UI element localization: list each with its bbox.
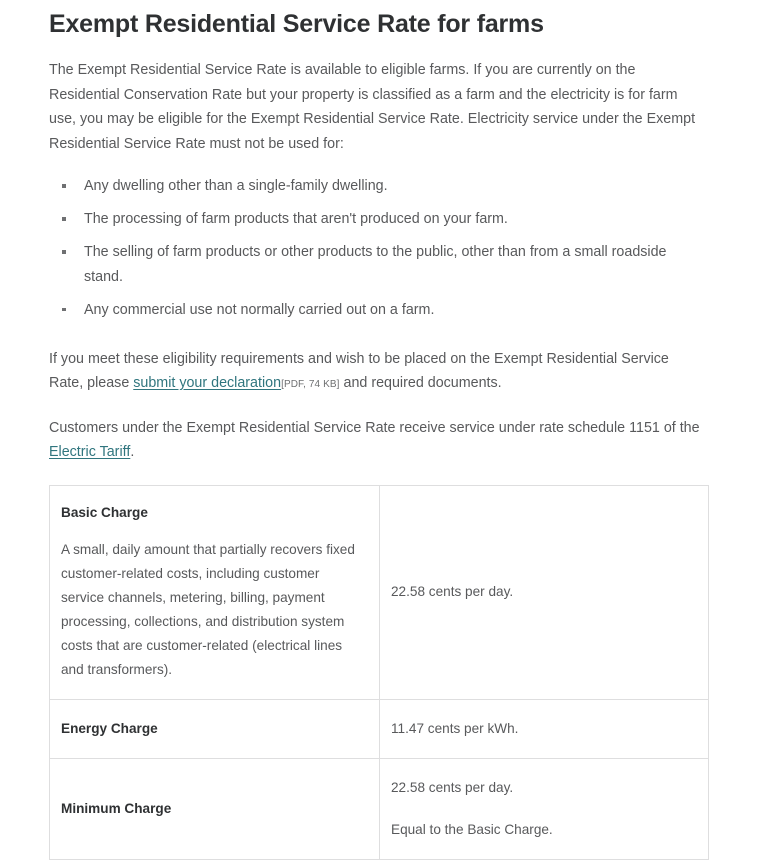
table-row <box>50 758 709 859</box>
charge-name: Minimum Charge <box>61 800 172 816</box>
intro-paragraph: The Exempt Residential Service Rate is available to eligible farms. If you are currently on the Residential Conservation Rate but your property is classified as a farm and the electricity is for farm use, you may be eligible for the Exempt Residential Service Rate. Electricity service under the Exempt Residential Service Rate must not be used for: <box>49 62 696 152</box>
declaration-file-meta: [PDF, 74 KB] <box>281 379 340 390</box>
charge-name: Basic Charge <box>61 504 148 520</box>
table-cell-charge-name <box>50 485 380 699</box>
list-item-text: The selling of farm products or other products to the public, other than from a small roadside stand. <box>84 244 667 285</box>
charge-name: Energy Charge <box>61 720 158 736</box>
page-title: Exempt Residential Service Rate for farms <box>49 10 544 38</box>
declaration-trailing-text: and required documents. <box>339 375 502 391</box>
declaration-paragraph <box>49 331 699 398</box>
table-row <box>50 485 709 699</box>
charge-value-primary: 22.58 cents per day. <box>391 584 514 599</box>
list-item-text: Any dwelling other than a single-family dwelling. <box>84 178 388 194</box>
tariff-lead-text: Customers under the Exempt Residential Service Rate receive service under rate schedule 1151 of the <box>49 419 700 436</box>
table-cell-charge-value <box>380 758 709 859</box>
rate-table <box>49 485 709 860</box>
table-cell-charge-value <box>380 699 709 758</box>
tariff-trailing-text: . <box>130 444 135 460</box>
charge-description: A small, daily amount that partially recovers fixed customer-related costs, including customer service channels, metering, billing, payment processing, collections, and distribution system costs that are customer-related (electrical lines and transformers). <box>61 541 355 677</box>
declaration-lead-text: If you meet these eligibility requirements and wish to be placed on the Exempt Residential Service Rate, please <box>49 350 669 391</box>
electric-tariff-link[interactable]: Electric Tariff <box>49 444 131 460</box>
exclusion-list <box>49 174 708 322</box>
table-cell-charge-name <box>50 758 380 859</box>
list-item <box>73 298 708 323</box>
charge-value-primary: 22.58 cents per day. <box>391 779 514 795</box>
list-item-text: Any commercial use not normally carried out on a farm. <box>84 301 435 318</box>
tariff-paragraph <box>49 398 704 465</box>
list-item <box>73 174 708 199</box>
list-item <box>73 240 708 289</box>
table-row <box>50 699 709 758</box>
table-cell-charge-name <box>50 699 380 758</box>
list-item <box>73 207 708 232</box>
submit-declaration-link[interactable]: submit your declaration <box>133 375 282 391</box>
charge-value-primary: 11.47 cents per kWh. <box>391 720 519 736</box>
table-cell-charge-value <box>380 485 709 699</box>
charge-value-secondary: Equal to the Basic Charge. <box>391 821 553 837</box>
list-item-text: The processing of farm products that aren't produced on your farm. <box>84 211 508 227</box>
